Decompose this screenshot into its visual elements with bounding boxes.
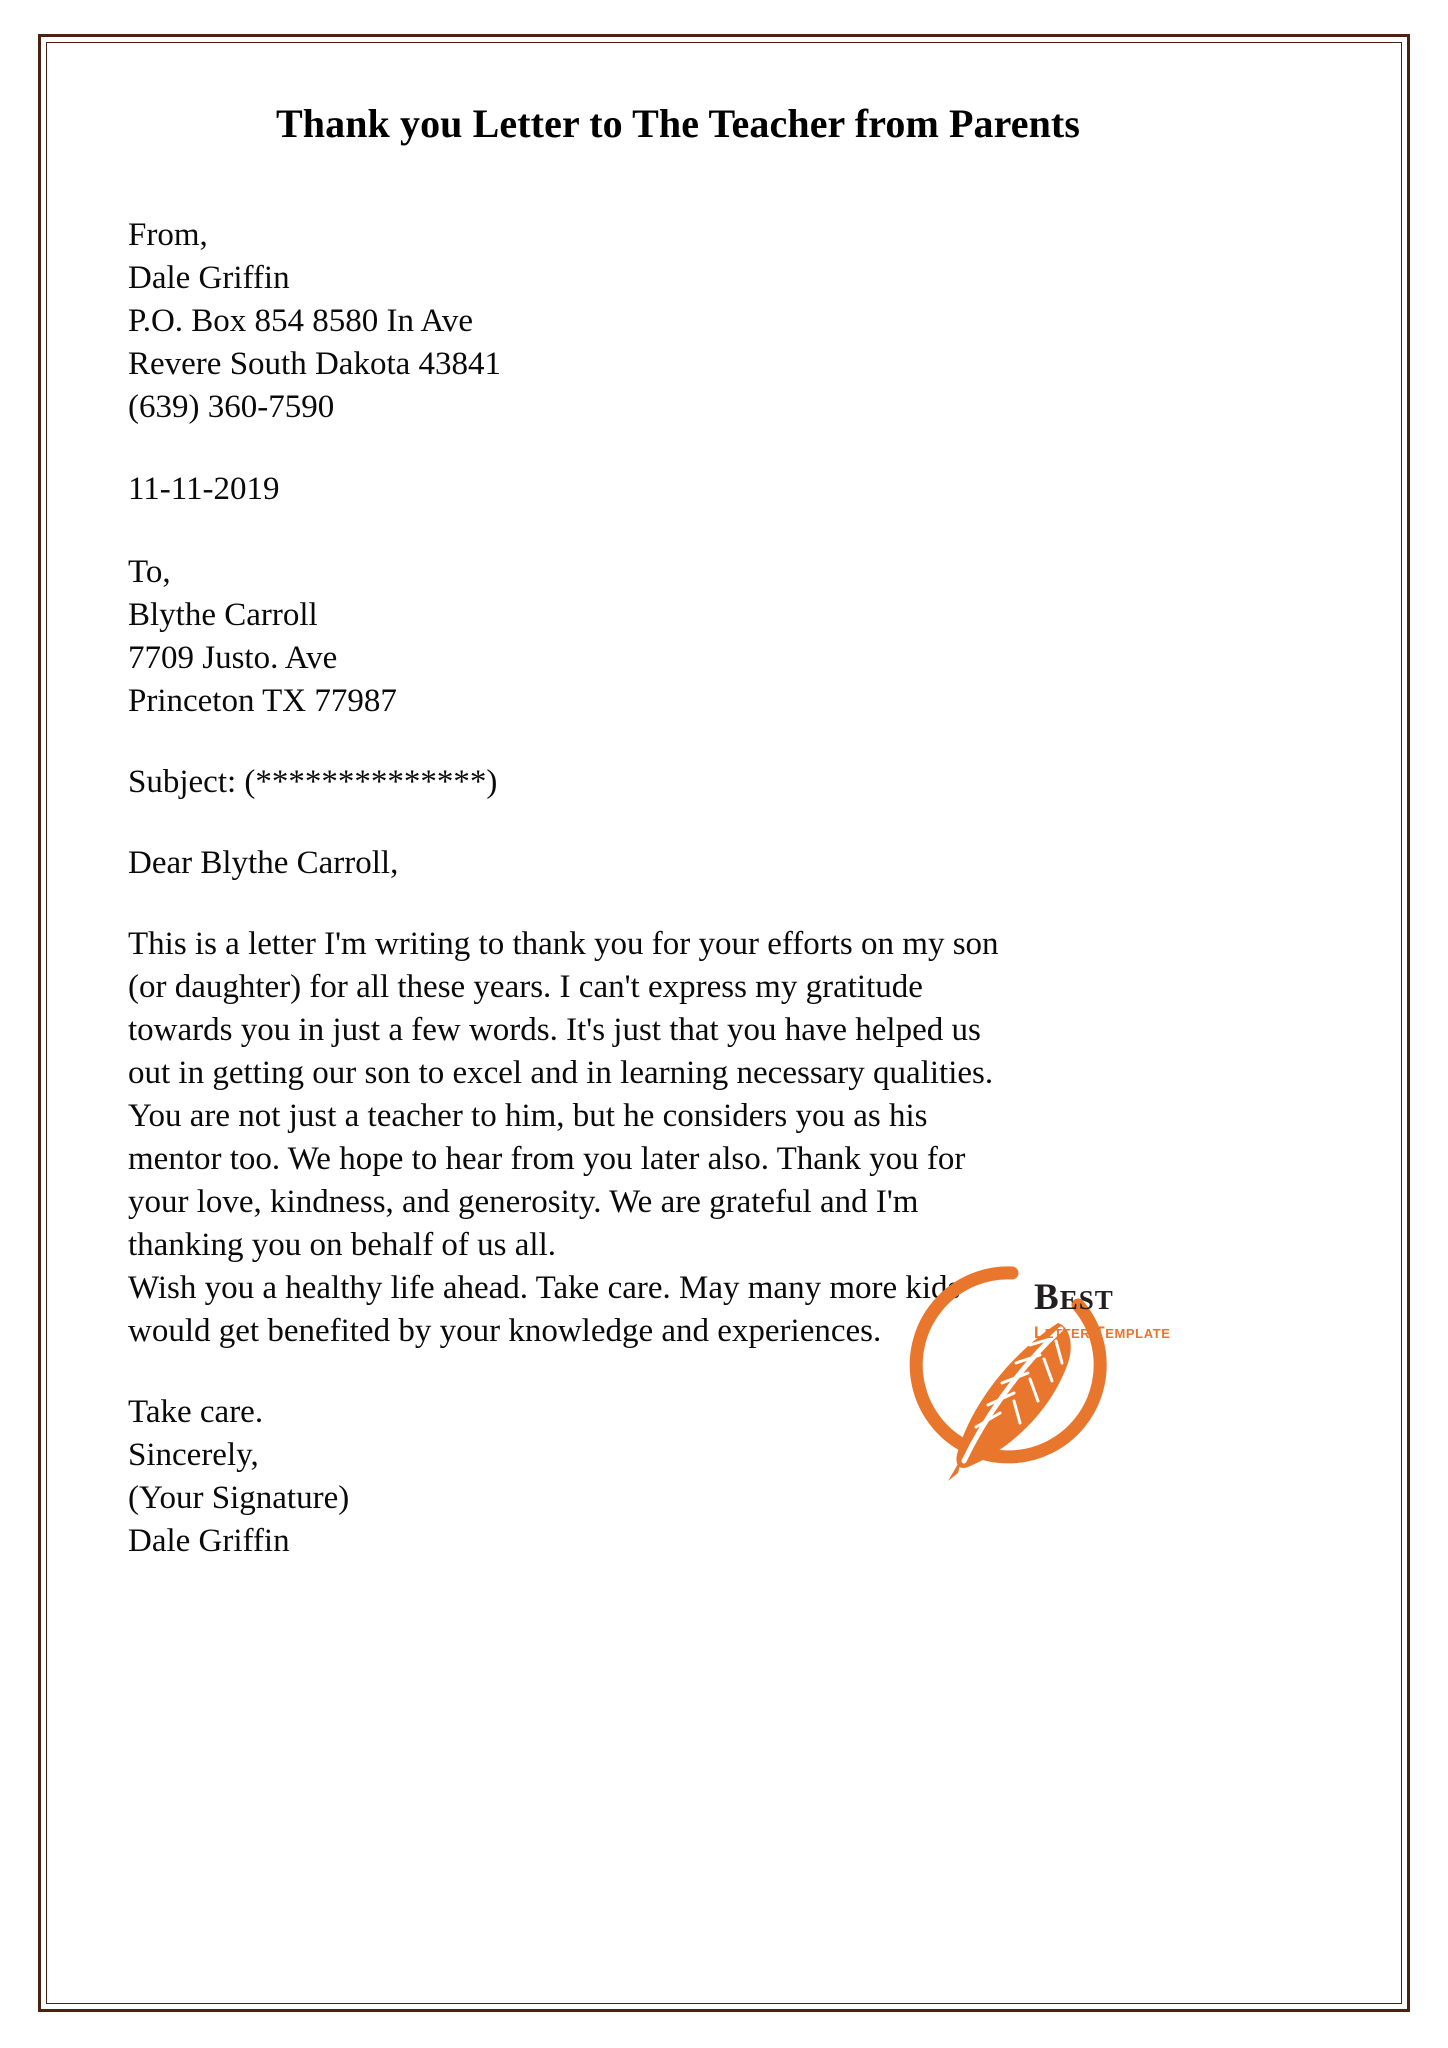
sender-city-state-zip: Revere South Dakota 43841 bbox=[128, 345, 502, 382]
logo-tagline-emplate: EMPLATE bbox=[1105, 1326, 1171, 1341]
sender-phone: (639) 360-7590 bbox=[128, 388, 335, 425]
body-line: thanking you on behalf of us all. bbox=[128, 1227, 557, 1264]
page-title: Thank you Letter to The Teacher from Parents bbox=[275, 101, 1081, 146]
signature-placeholder: (Your Signature) bbox=[128, 1480, 350, 1517]
spacer-after-subject bbox=[128, 804, 1318, 842]
recipient-address-block bbox=[128, 551, 1318, 723]
date-block bbox=[128, 468, 1318, 511]
logo-tagline bbox=[1034, 1325, 1184, 1342]
body-line: (or daughter) for all these years. I can't express my gratitude bbox=[128, 968, 923, 1005]
body-line: towards you in just a few words. It's just that you have helped us bbox=[128, 1011, 981, 1048]
spacer-after-recipient bbox=[128, 723, 1318, 761]
recipient-name: Blythe Carroll bbox=[128, 597, 318, 634]
logo-tagline-etter: ETTER bbox=[1044, 1326, 1095, 1341]
spacer-after-sender bbox=[128, 428, 1318, 468]
subject-block bbox=[128, 761, 1318, 804]
body-line: mentor too. We hope to hear from you later also. Thank you for bbox=[128, 1141, 966, 1177]
logo-brand-initial: B bbox=[1034, 1277, 1060, 1318]
salutation-block bbox=[128, 842, 1318, 885]
body-line: Wish you a healthy life ahead. Take care. May many more kids bbox=[128, 1270, 961, 1307]
sender-address-block bbox=[128, 214, 1318, 428]
recipient-to-label: To, bbox=[128, 554, 171, 591]
logo-tagline-l: L bbox=[1034, 1324, 1045, 1342]
closing-take-care: Take care. bbox=[128, 1394, 264, 1431]
recipient-street: 7709 Justo. Ave bbox=[128, 640, 338, 677]
logo-tagline-t: T bbox=[1094, 1324, 1106, 1342]
body-line: This is a letter I'm writing to thank you for your efforts on my son bbox=[128, 925, 999, 962]
letter-date: 11-11-2019 bbox=[128, 471, 280, 508]
body-line: your love, kindness, and generosity. We are grateful and I'm bbox=[128, 1184, 919, 1221]
logo-brand-name bbox=[1034, 1279, 1184, 1316]
salutation: Dear Blythe Carroll, bbox=[128, 844, 399, 881]
sender-from-label: From, bbox=[128, 217, 208, 253]
recipient-city-state-zip: Princeton TX 77987 bbox=[128, 683, 397, 720]
sender-name: Dale Griffin bbox=[128, 259, 290, 296]
spacer-after-salutation bbox=[128, 885, 1318, 923]
sender-street: P.O. Box 854 8580 In Ave bbox=[128, 302, 473, 339]
signer-name: Dale Griffin bbox=[128, 1522, 290, 1559]
logo-wordmark bbox=[1034, 1279, 1184, 1342]
body-line: You are not just a teacher to him, but he considers you as his bbox=[128, 1097, 928, 1134]
logo-brand-rest: EST bbox=[1059, 1285, 1114, 1315]
body-line: out in getting our son to excel and in learning necessary qualities. bbox=[128, 1054, 994, 1091]
spacer-after-date bbox=[128, 511, 1318, 551]
subject-line: Subject: (**************) bbox=[128, 763, 498, 800]
body-line: would get benefited by your knowledge and experiences. bbox=[128, 1313, 882, 1350]
closing-sincerely: Sincerely, bbox=[128, 1437, 259, 1474]
best-letter-template-logo bbox=[862, 1245, 1172, 1505]
